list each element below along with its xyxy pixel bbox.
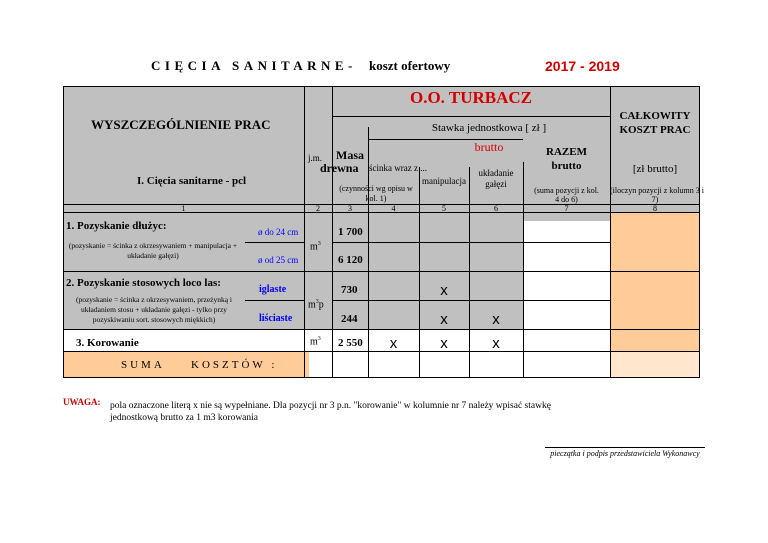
col-total-header: CAŁKOWITY	[619, 110, 691, 122]
footnote-label: UWAGA:	[63, 397, 101, 407]
col-num-6: 6	[494, 204, 498, 213]
col-total-note-1: (iloczyn pozycji z kolumn 3 i	[610, 186, 704, 195]
row1-mass-b: 6 120	[338, 254, 363, 266]
col-num-5: 5	[442, 204, 446, 213]
col-masa-header: Masa	[336, 148, 364, 162]
row3-x-scinka: x	[389, 335, 398, 352]
row1-title: 1. Pozyskanie dłużyc:	[66, 220, 167, 232]
document-title: CIĘCIA SANITARNE	[151, 58, 349, 73]
sum-label: SUMA	[121, 359, 165, 371]
row2-desc-1: (pozyskanie = ścinka z okrzesywaniem, przeżynką i	[75, 295, 233, 304]
row2-title: 2. Pozyskanie stosowych loco las:	[66, 277, 221, 289]
row3-mass: 2 550	[338, 337, 363, 349]
footnote-line-1: pola oznaczone literą x nie są wypełniane. Dla pozycji nr 3 p.n. "korowanie" w kolumnie nr 7 należy wpisać stawkę	[110, 401, 551, 411]
col-razem-note-1: (suma pozycji z kol.	[534, 186, 599, 195]
row1-unit: $m^3$	[310, 241, 321, 253]
row2-desc-2: układaniem stosu + układanie gałęzi - tylko przy	[80, 305, 228, 314]
col-scinka-header: ścinka wraz z ...	[369, 163, 427, 173]
col-galezi-header: gałęzi	[485, 179, 507, 189]
col-scinka-note: (czynności wg opisu w kol. 1)	[339, 184, 413, 203]
year-range: 2017 - 2019	[545, 58, 620, 74]
document-subtitle: koszt ofertowy	[369, 58, 451, 73]
col-drewna-header: drewna	[320, 161, 359, 175]
row2-mass-a: 730	[341, 284, 358, 296]
col-num-8: 8	[653, 204, 657, 213]
org-name: O.O. TURBACZ	[409, 88, 532, 107]
col-num-2: 2	[316, 204, 320, 213]
col-num-7: 7	[564, 204, 569, 213]
row3-x-ukl: x	[492, 335, 500, 352]
row2-sub-a: iglaste	[259, 284, 287, 295]
row2-x-manip-a: x	[440, 282, 448, 299]
row2-sub-b: liściaste	[259, 313, 293, 324]
row2-desc-3: pozyskiwaniu sort. stosowych miękkich)	[92, 315, 216, 324]
footnote-line-2: jednostkową brutto za 1 m3 korowania	[110, 413, 259, 423]
col-razem-brutto: brutto	[551, 160, 582, 172]
col-num-1: 1	[181, 204, 186, 213]
col-total-header-2: KOSZT PRAC	[619, 124, 691, 136]
col-razem-header: RAZEM	[546, 146, 587, 158]
row2-x-manip-b: x	[440, 311, 448, 328]
col-ukladanie-header: układanie	[478, 168, 514, 178]
row1-desc-1: (pozyskanie = ścinka z okrzesywaniem + manipulacja +	[68, 241, 238, 250]
col-stawka-header: Stawka jednostkowa [ zł ]	[431, 122, 547, 134]
col-jm-header: j.m.	[308, 153, 323, 163]
col-razem-note-2: 4 do 6)	[555, 195, 578, 204]
col-manipulacja-header: manipulacja	[422, 176, 466, 186]
row1-mass-a: 1 700	[338, 226, 363, 238]
col-spec-header: WYSZCZEGÓLNIENIE PRAC	[91, 117, 271, 132]
col-num-3: 3	[348, 204, 352, 213]
signature-line: pieczątka i podpis przedstawiciela Wykonawcy	[545, 447, 705, 458]
row3-x-manip: x	[440, 335, 448, 352]
row1-sub-a: ø do 24 cm	[258, 227, 299, 237]
col-total-unit: [zł brutto]	[632, 163, 678, 175]
row1-sub-b: ø od 25 cm	[258, 255, 299, 265]
col-brutto-header: brutto	[474, 140, 504, 154]
cost-table	[63, 86, 704, 388]
row3-unit: $m^3$	[310, 336, 321, 348]
row1-desc-2: układanie gałęzi)	[127, 251, 179, 260]
row2-x-ukl-b: x	[492, 311, 500, 328]
title-dash: -	[348, 58, 353, 73]
row2-mass-b: 244	[341, 313, 358, 325]
sum-label-2: KOSZTÓW :	[191, 359, 278, 371]
col-total-note-2: 7)	[651, 195, 659, 204]
row3-title: 3. Korowanie	[76, 337, 139, 349]
section-label: I. Cięcia sanitarne - pcl	[137, 175, 247, 187]
row2-unit: $m^3p$	[308, 299, 324, 311]
footnote	[63, 397, 101, 408]
col-num-4: 4	[391, 204, 396, 213]
